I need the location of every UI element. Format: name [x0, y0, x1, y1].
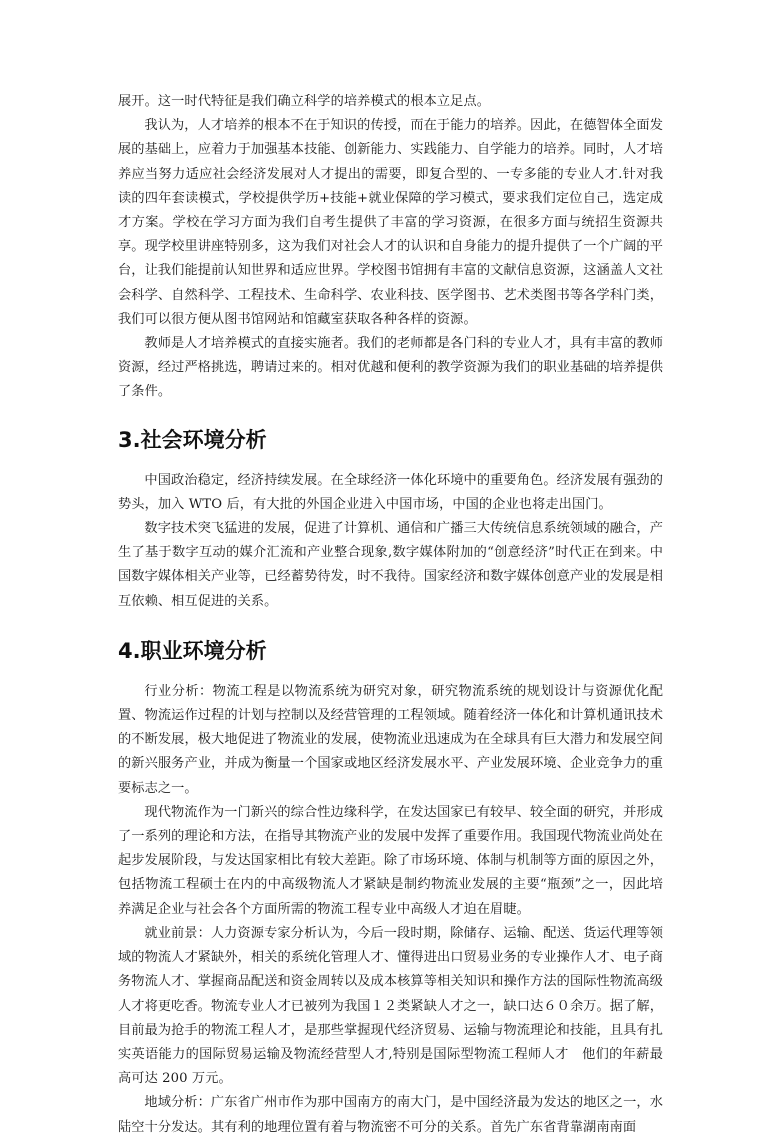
paragraph-talent-cultivation: 我认为，人才培养的根本不在于知识的传授，而在于能力的培养。因此，在德智体全面发展的基础上，应着力于加强基本技能、创新能力、实践能力、自学能力的培养。同时，人才培养应当努力适应社会经济发展对人才提出的需要，即复合型的、一专多能的专业人才.针对我读的四年套读模式，学校提供学历+技能+就业保障的学习模式，要求我们定位自己，选定成才方案。学校在学习方面为我们自考生提供了丰富的学习资源，在很多方面与统招生资源共享。现学校里讲座特别多，这为我们对社会人才的认识和自身能力的提升提供了一个广阔的平台，让我们能提前认知世界和适应世界。学校图书馆拥有丰富的文献信息资源，这涵盖人文社会科学、自然科学、工程技术、生命科学、农业科技、医学图书、艺术类图书等各学科门类，我们可以很方便从图书馆网站和馆藏室获取各种各样的资源。	[118, 118, 663, 327]
paragraph-employment-prospects: 就业前景：人力资源专家分析认为，今后一段时期，除储存、运输、配送、货运代理等领域的物流人才紧缺外，相关的系统化管理人才、懂得进出口贸易业务的专业操作人才、电子商务物流人才、掌握商品配送和资金周转以及成本核算等相关知识和操作方法的国际性物流高级人才将更吃香。物流专业人才已被列为我国１２类紧缺人才之一，缺口达６０余万。据了解，目前最为抢手的物流工程人才，是那些掌握现代经济贸易、运输与物流理论和技能，且具有扎实英语能力的国际贸易运输及物流经营型人才,特别是国际型物流工程师人才 他们的年薪最高可达 200 万元。	[118, 925, 663, 1087]
paragraph-digital-technology: 数字技术突飞猛进的发展，促进了计算机、通信和广播三大传统信息系统领域的融合，产生了基于数字互动的媒介汇流和产业整合现象,数字媒体附加的“创意经济”时代正在到来。中国数字媒体相关产业等，已经蓄势待发，时不我待。国家经济和数字媒体创意产业的发展是相互依赖、相互促进的关系。	[118, 521, 663, 609]
document-body	[118, 90, 663, 1140]
paragraph-politics-economy: 中国政治稳定，经济持续发展。在全球经济一体化环境中的重要角色。经济发展有强劲的势头，加入 WTO 后，有大批的外国企业进入中国市场，中国的企业也将走出国门。	[118, 472, 663, 512]
section-heading-social-environment: 3.社会环境分析	[118, 427, 267, 452]
paragraph-industry-analysis: 行业分析：物流工程是以物流系统为研究对象，研究物流系统的规划设计与资源优化配置、物流运作过程的计划与控制以及经营管理的工程领域。随着经济一体化和计算机通讯技术的不断发展，极大地促进了物流业的发展，使物流业迅速成为在全球具有巨大潜力和发展空间的新兴服务产业，并成为衡量一个国家或地区经济发展水平、产业发展环境、企业竞争力的重要标志之一。	[118, 683, 663, 796]
paragraph-teachers: 教师是人才培养模式的直接实施者。我们的老师都是各门科的专业人才，具有丰富的教师资源，经过严格挑选，聘请过来的。相对优越和便利的教学资源为我们的职业基础的培养提供了条件。	[118, 336, 663, 400]
paragraph-regional-analysis: 地域分析：广东省广州市作为那中国南方的南大门，是中国经济最为发达的地区之一，水陆空十分发达。其有利的地理位置有着与物流密不可分的关系。首先广东省背靠湖南南面	[118, 1095, 663, 1135]
section-heading-career-environment: 4.职业环境分析	[118, 638, 267, 663]
paragraph-continuation: 展开。这一时代特征是我们确立科学的培养模式的根本立足点。	[118, 94, 491, 109]
paragraph-modern-logistics: 现代物流作为一门新兴的综合性边缘科学，在发达国家已有较早、较全面的研究，并形成了一系列的理论和方法，在指导其物流产业的发展中发挥了重要作用。我国现代物流业尚处在起步发展阶段，与发达国家相比有较大差距。除了市场环境、体制与机制等方面的原因之外，包括物流工程硕士在内的中高级物流人才紧缺是制约物流业发展的主要“瓶颈”之一，因此培养满足企业与社会各个方面所需的物流工程专业中高级人才迫在眉睫。	[118, 804, 663, 917]
